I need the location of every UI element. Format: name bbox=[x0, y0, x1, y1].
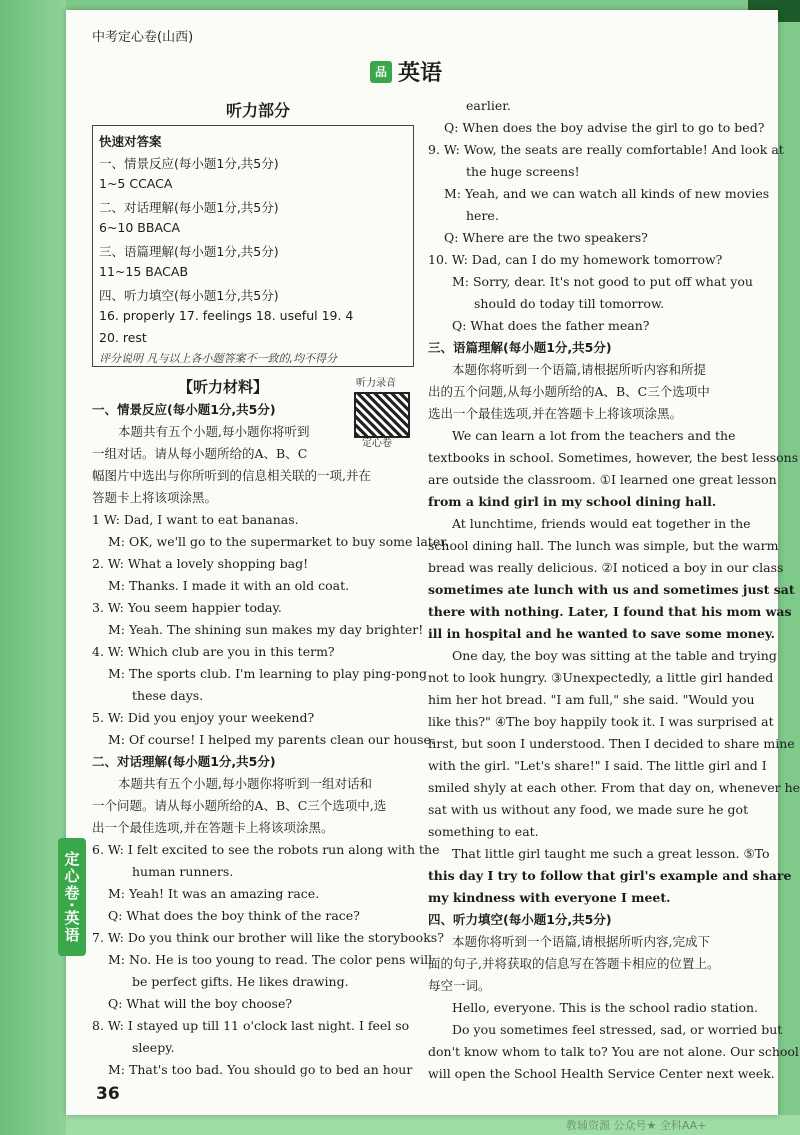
text-line: ill in hospital and he wanted to save some money. bbox=[428, 626, 776, 641]
text-line: 本题共有五个小题,每小题你将听到一组对话和 bbox=[118, 776, 372, 791]
text-line: 出的五个问题,从每小题所给的A、B、C三个选项中 bbox=[428, 384, 710, 399]
text-line: from a kind girl in my school dining hall. bbox=[428, 494, 717, 509]
text-line: 2. W: What a lovely shopping bag! bbox=[92, 556, 309, 571]
text-line: Q: What does the father mean? bbox=[452, 318, 650, 333]
text-line: don't know whom to talk to? You are not alone. Our school bbox=[428, 1044, 799, 1059]
text-line: earlier. bbox=[466, 98, 511, 113]
subject-title: 英语 bbox=[398, 61, 443, 86]
text-line: We can learn a lot from the teachers and the bbox=[452, 428, 736, 443]
key-answers-5: 20. rest bbox=[99, 330, 147, 345]
text-line: with the girl. "Let's share!" I said. The little girl and I bbox=[428, 758, 767, 773]
text-line: M: That's too bad. You should go to bed an hour bbox=[108, 1062, 413, 1077]
text-line: sometimes ate lunch with us and sometimes just sat bbox=[428, 582, 795, 597]
subject-heading bbox=[370, 56, 442, 87]
text-line: sleepy. bbox=[132, 1040, 175, 1055]
text-line: not to look hungry. ③Unexpectedly, a little girl handed bbox=[428, 670, 774, 685]
key-section-2: 二、对话理解(每小题1分,共5分) bbox=[99, 200, 279, 215]
text-line: 幅图片中选出与你所听到的信息相关联的一项,并在 bbox=[92, 468, 371, 483]
text-line: 答题卡上将该项涂黑。 bbox=[92, 490, 218, 505]
text-line: Q: What does the boy think of the race? bbox=[108, 908, 360, 923]
text-line: 7. W: Do you think our brother will like the storybooks? bbox=[92, 930, 444, 945]
key-answers-1: 1~5 CCACA bbox=[99, 176, 173, 191]
qr-label-bottom: 定心卷 bbox=[362, 438, 392, 449]
text-line: Do you sometimes feel stressed, sad, or worried but bbox=[452, 1022, 783, 1037]
text-line: M: Yeah. The shining sun makes my day brighter! bbox=[108, 622, 424, 637]
text-line: here. bbox=[466, 208, 499, 223]
text-line: school dining hall. The lunch was simple, but the warm bbox=[428, 538, 779, 553]
text-line: 本题共有五个小题,每小题你将听到 bbox=[118, 424, 310, 439]
text-line: first, but soon I understood. Then I decided to share mine bbox=[428, 736, 795, 751]
text-line: will open the School Health Service Center next week. bbox=[428, 1066, 775, 1081]
text-line: him her hot bread. "I am full," she said. "Would you bbox=[428, 692, 755, 707]
text-line: M: OK, we'll go to the supermarket to buy some later. bbox=[108, 534, 449, 549]
text-line: 3. W: You seem happier today. bbox=[92, 600, 282, 615]
text-line: there with nothing. Later, I found that his mom was bbox=[428, 604, 792, 619]
text-line: 8. W: I stayed up till 11 o'clock last night. I feel so bbox=[92, 1018, 410, 1033]
listening-title: 听力部分 bbox=[226, 101, 291, 120]
text-line: Q: When does the boy advise the girl to go to bed? bbox=[444, 120, 765, 135]
left-band bbox=[0, 0, 66, 1135]
page-number: 36 bbox=[96, 1084, 120, 1104]
key-section-3: 三、语篇理解(每小题1分,共5分) bbox=[99, 244, 279, 259]
text-line: M: No. He is too young to read. The color pens will bbox=[108, 952, 433, 967]
text-line: 本题你将听到一个语篇,请根据所听内容,完成下 bbox=[452, 934, 710, 949]
text-line: should do today till tomorrow. bbox=[474, 296, 665, 311]
text-line: Hello, everyone. This is the school radio station. bbox=[452, 1000, 759, 1015]
subject-logo-icon: 品 bbox=[370, 61, 392, 83]
text-line: 一组对话。请从每小题所给的A、B、C bbox=[92, 446, 308, 461]
text-line: something to eat. bbox=[428, 824, 539, 839]
watermark: 教辅资源 公众号★ 全科AA+ bbox=[566, 1119, 707, 1132]
text-line: 面的句子,并将获取的信息写在答题卡相应的位置上。 bbox=[428, 956, 720, 971]
text-line: be perfect gifts. He likes drawing. bbox=[132, 974, 349, 989]
text-line: 6. W: I felt excited to see the robots run along with the bbox=[92, 842, 440, 857]
text-line: At lunchtime, friends would eat together in the bbox=[452, 516, 751, 531]
text-line: bread was really delicious. ②I noticed a boy in our class bbox=[428, 560, 784, 575]
text-line: like this?" ④The boy happily took it. I was surprised at bbox=[428, 714, 774, 729]
text-line: the huge screens! bbox=[466, 164, 580, 179]
text-line: That little girl taught me such a great lesson. ⑤To bbox=[452, 846, 770, 861]
text-line: Q: What will the boy choose? bbox=[108, 996, 293, 1011]
qr-code[interactable] bbox=[350, 378, 410, 448]
scoring-note: 评分说明 凡与以上各小题答案不一致的,均不得分 bbox=[99, 352, 337, 365]
text-line: are outside the classroom. ①I learned one great lesson bbox=[428, 472, 777, 487]
text-line: textbooks in school. Sometimes, however, the best lessons bbox=[428, 450, 799, 465]
text-line: smiled shyly at each other. From that day on, whenever he bbox=[428, 780, 800, 795]
key-section-4: 四、听力填空(每小题1分,共5分) bbox=[99, 288, 279, 303]
key-answers-2: 6~10 BBACA bbox=[99, 220, 181, 235]
text-line: M: Yeah, and we can watch all kinds of new movies bbox=[444, 186, 770, 201]
text-line: M: Thanks. I made it with an old coat. bbox=[108, 578, 350, 593]
text-line: 四、听力填空(每小题1分,共5分) bbox=[428, 912, 612, 927]
text-line: M: Yeah! It was an amazing race. bbox=[108, 886, 320, 901]
text-line: these days. bbox=[132, 688, 204, 703]
text-line: human runners. bbox=[132, 864, 234, 879]
text-line: my kindness with everyone I meet. bbox=[428, 890, 671, 905]
text-line: 1 W: Dad, I want to eat bananas. bbox=[92, 512, 299, 527]
text-line: 出一个最佳选项,并在答题卡上将该项涂黑。 bbox=[92, 820, 334, 835]
material-title: 【听力材料】 bbox=[178, 378, 269, 396]
text-line: 一个问题。请从每小题所给的A、B、C三个选项中,选 bbox=[92, 798, 387, 813]
text-line: 三、语篇理解(每小题1分,共5分) bbox=[428, 340, 612, 355]
answer-key-box bbox=[92, 125, 414, 367]
qr-label-top: 听力录音 bbox=[356, 378, 396, 389]
text-line: M: Of course! I helped my parents clean our house. bbox=[108, 732, 435, 747]
key-section-1: 一、情景反应(每小题1分,共5分) bbox=[99, 156, 279, 171]
side-tab: 定心卷·英语 bbox=[58, 838, 86, 956]
text-line: 10. W: Dad, can I do my homework tomorrow? bbox=[428, 252, 723, 267]
key-answers-3: 11~15 BACAB bbox=[99, 264, 189, 279]
text-line: Q: Where are the two speakers? bbox=[444, 230, 648, 245]
key-answers-4: 16. properly 17. feelings 18. useful 19. 4 bbox=[99, 308, 354, 323]
answer-key-title: 快速对答案 bbox=[99, 134, 162, 149]
text-line: 9. W: Wow, the seats are really comfortable! And look at bbox=[428, 142, 784, 157]
text-line: 一、情景反应(每小题1分,共5分) bbox=[92, 402, 276, 417]
text-line: 每空一词。 bbox=[428, 978, 491, 993]
text-line: 选出一个最佳选项,并在答题卡上将该项涂黑。 bbox=[428, 406, 682, 421]
text-line: 5. W: Did you enjoy your weekend? bbox=[92, 710, 315, 725]
text-line: 本题你将听到一个语篇,请根据所听内容和所提 bbox=[452, 362, 706, 377]
qr-code-icon bbox=[354, 392, 410, 438]
text-line: One day, the boy was sitting at the table and trying bbox=[452, 648, 777, 663]
text-line: this day I try to follow that girl's example and share bbox=[428, 868, 792, 883]
text-line: M: Sorry, dear. It's not good to put off what you bbox=[452, 274, 753, 289]
text-line: 二、对话理解(每小题1分,共5分) bbox=[92, 754, 276, 769]
text-line: 4. W: Which club are you in this term? bbox=[92, 644, 335, 659]
text-line: sat with us without any food, we made sure he got bbox=[428, 802, 749, 817]
text-line: M: The sports club. I'm learning to play ping-pong bbox=[108, 666, 428, 681]
exam-title: 中考定心卷(山西) bbox=[92, 30, 194, 45]
